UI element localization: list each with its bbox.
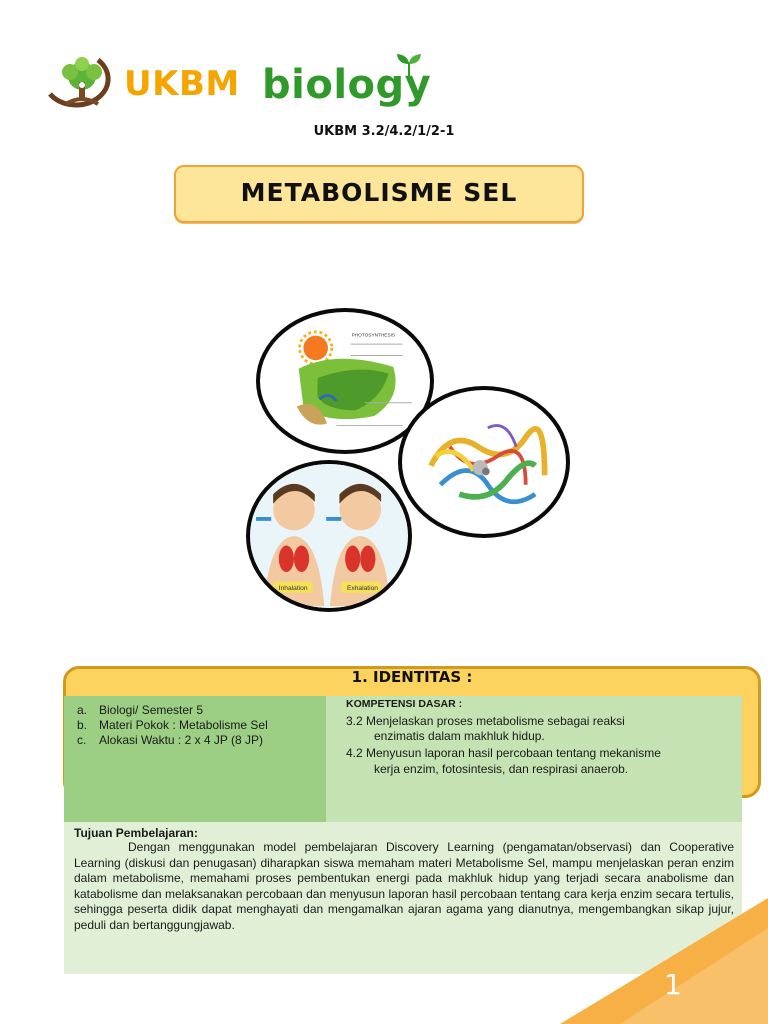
exhalation-label: Exhalation — [347, 585, 378, 592]
identitas-heading: 1. IDENTITAS : — [351, 668, 473, 686]
page-title: METABOLISME SEL — [240, 178, 518, 207]
kd-4-2-line2: kerja enzim, fotosintesis, dan respirasi anaerob. — [374, 762, 629, 776]
tree-of-people-logo-icon — [40, 54, 124, 116]
list-item: c. Alokasi Waktu : 2 x 4 JP (8 JP) — [77, 733, 264, 747]
inhalation-label: Inhalation — [278, 585, 308, 592]
brand-biology: biology — [262, 62, 432, 108]
kd-3-2-line2: enzimatis dalam makhluk hidup. — [374, 729, 545, 743]
list-item: b. Materi Pokok : Metabolisme Sel — [77, 718, 268, 732]
tujuan-body: Dengan menggunakan model pembelajaran Discovery Learning (pengamatan/observasi) dan Cooperative Learning (diskusi dan penugasan) diharapkan siswa memaham materi Metabolisme Sel, mampu menjelaskan peran enzim dalam metabolisme, memahami proses pembentukan energi pada makhluk hidup yang terjadi secara anabolisme dan katabolisme dan melaksanakan percobaan dan menyusun laporan hasil percobaan tentang cara kerja enzim secara tertulis, sehingga peserta didik dapat menghayati dan mengamalkan ajaran agama yang dianutnya, mengembangkan sikap jujur, peduli dan bertanggungjawab. — [74, 840, 734, 932]
identitas-list — [77, 703, 268, 748]
page-number: 1 — [664, 968, 682, 1001]
corner-decoration — [560, 898, 768, 1024]
module-code: UKBM 3.2/4.2/1/2-1 — [313, 124, 455, 139]
photosynthesis-label: PHOTOSYNTHESIS — [351, 333, 396, 339]
list-item: a. Biologi/ Semester 5 — [77, 703, 204, 717]
tujuan-title: Tujuan Pembelajaran: — [74, 826, 198, 840]
respiration-illustration — [246, 460, 412, 612]
kd-4-2-line1: 4.2 Menyusun laporan hasil percobaan tentang mekanisme — [346, 746, 661, 760]
kd-3-2-line1: 3.2 Menjelaskan proses metabolisme sebagai reaksi — [346, 714, 625, 728]
kompetensi-title: KOMPETENSI DASAR : — [346, 698, 463, 710]
brand-ukbm: UKBM — [124, 64, 240, 104]
enzyme-protein-illustration — [398, 386, 570, 538]
sprout-icon — [394, 52, 424, 76]
